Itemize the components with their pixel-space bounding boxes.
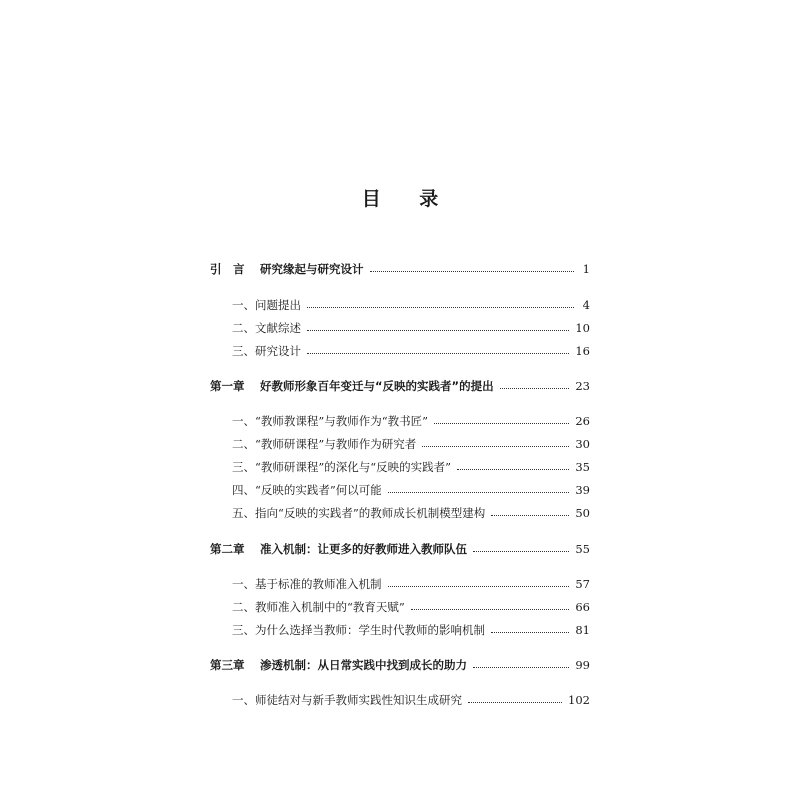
chapter-number: 第二章 [210,542,245,556]
dot-leader [307,353,569,354]
page-number: 81 [575,623,590,637]
entry-title: 一、问题提出 [232,298,301,312]
page-number: 50 [575,506,590,520]
page-number: 39 [575,483,590,497]
dot-leader [388,586,570,587]
entry-title: 五、指向“反映的实践者”的教师成长机制模型建构 [232,506,486,520]
page-number: 10 [575,321,590,335]
toc-section-entry[interactable] [232,412,590,430]
dot-leader [457,469,569,470]
toc-section-entry[interactable] [232,458,590,476]
page-number: 55 [575,542,590,556]
dot-leader [307,330,569,331]
dot-leader [422,446,569,447]
dot-leader [411,609,570,610]
page-number: 26 [575,414,590,428]
page-number: 4 [582,298,590,312]
entry-title: 研究缘起与研究设计 [260,262,364,276]
entry-title: 准入机制：让更多的好教师进入教师队伍 [260,542,467,556]
toc-chapter-entry[interactable] [210,656,590,674]
toc-section-entry[interactable] [232,319,590,337]
toc-section-entry[interactable] [232,621,590,639]
page-number: 16 [575,344,590,358]
page-title: 目 录 [361,188,455,210]
entry-title: 三、为什么选择当教师：学生时代教师的影响机制 [232,623,485,637]
entry-title: 四、“反映的实践者”何以可能 [232,483,382,497]
chapter-number: 引 言 [210,262,245,276]
dot-leader [491,632,569,633]
toc-section-entry[interactable] [232,691,590,709]
entry-title: 二、文献综述 [232,321,301,335]
dot-leader [491,515,569,516]
entry-title: 三、研究设计 [232,344,301,358]
dot-leader [500,388,570,389]
toc-chapter-entry[interactable] [210,377,590,395]
entry-title: 渗透机制：从日常实践中找到成长的助力 [260,658,467,672]
page-number: 102 [568,693,590,707]
toc-section-entry[interactable] [232,598,590,616]
page-number: 23 [575,379,590,393]
page-number: 35 [575,460,590,474]
dot-leader [434,423,569,424]
chapter-number: 第三章 [210,658,245,672]
toc-section-entry[interactable] [232,296,590,314]
toc-section-entry[interactable] [232,435,590,453]
toc-chapter-entry[interactable] [210,540,590,558]
page-number: 57 [575,577,590,591]
entry-title: 一、“教师教课程”与教师作为“教书匠” [232,414,429,428]
entry-title: 二、“教师研课程”与教师作为研究者 [232,437,417,451]
toc-section-entry[interactable] [232,575,590,593]
toc-section-entry[interactable] [232,481,590,499]
toc-chapter-entry[interactable] [210,260,590,278]
entry-title: 好教师形象百年变迁与“反映的实践者”的提出 [260,379,494,393]
page-number: 30 [575,437,590,451]
entry-title: 二、教师准入机制中的“教育天赋” [232,600,405,614]
dot-leader [370,271,575,272]
entry-title: 一、师徒结对与新手教师实践性知识生成研究 [232,693,462,707]
dot-leader [473,551,569,552]
page-number: 1 [582,262,590,276]
entry-title: 三、“教师研课程”的深化与“反映的实践者” [232,460,452,474]
dot-leader [307,307,574,308]
toc-section-entry[interactable] [232,504,590,522]
page-number: 66 [575,600,590,614]
dot-leader [468,702,562,703]
chapter-number: 第一章 [210,379,245,393]
page-number: 99 [575,658,590,672]
toc-section-entry[interactable] [232,342,590,360]
entry-title: 一、基于标准的教师准入机制 [232,577,382,591]
dot-leader [473,667,569,668]
dot-leader [388,492,570,493]
